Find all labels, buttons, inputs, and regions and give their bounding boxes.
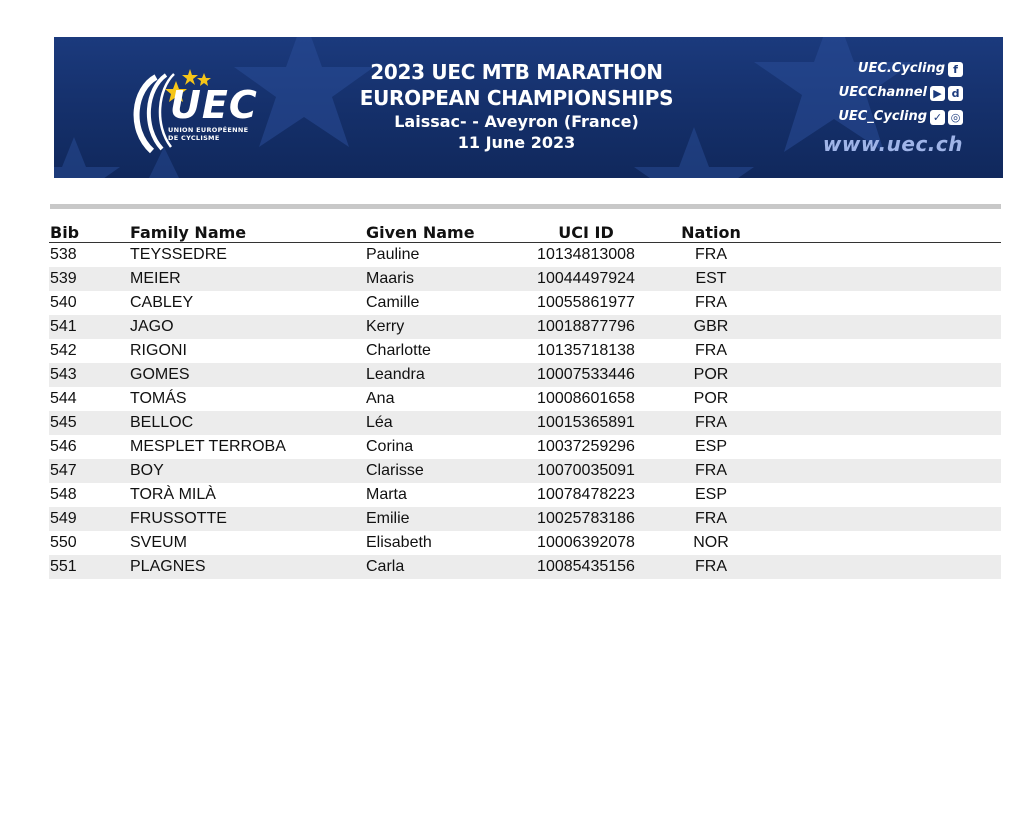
table-row [49, 483, 1001, 507]
facebook-handle[interactable]: UEC.Cycling [857, 61, 945, 76]
table-row [49, 435, 1001, 459]
cell-given-name: Leandra [366, 363, 516, 387]
table-row [49, 339, 1001, 363]
table-row [49, 315, 1001, 339]
cell-spacer [766, 531, 1001, 555]
cell-bib: 546 [50, 438, 77, 455]
table-row [49, 363, 1001, 387]
cell-bib: 549 [49, 507, 130, 531]
column-header-family-name: Family Name [130, 216, 366, 243]
cell-spacer [766, 411, 1001, 435]
cell-spacer [766, 363, 1001, 387]
start-list-table [49, 216, 1001, 579]
cell-spacer [766, 267, 1001, 291]
cell-given-name: Ana [366, 390, 395, 407]
header-divider [50, 204, 1001, 209]
cell-uci-id: 10044497924 [516, 267, 656, 291]
social-links [823, 57, 963, 157]
cell-uci-id: 10135718138 [537, 342, 635, 359]
cell-bib: 542 [50, 342, 77, 359]
cell-given-name: Léa [366, 411, 516, 435]
twitter-handle[interactable]: UEC_Cycling [838, 109, 927, 124]
cell-spacer [766, 459, 1001, 483]
table-row [49, 411, 1001, 435]
cell-nation: FRA [695, 246, 727, 263]
cell-uci-id: 10037259296 [537, 438, 635, 455]
cell-given-name: Carla [366, 555, 516, 579]
cell-uci-id: 10134813008 [537, 246, 635, 263]
table-row [49, 243, 1001, 268]
cell-family-name: TEYSSEDRE [130, 246, 227, 263]
cell-uci-id: 10078478223 [537, 486, 635, 503]
cell-family-name: MEIER [130, 267, 366, 291]
cell-bib: 544 [50, 390, 77, 407]
event-title-line2: EUROPEAN CHAMPIONSHIPS [359, 86, 674, 110]
cell-given-name: Elisabeth [366, 534, 432, 551]
cell-nation: POR [693, 390, 729, 407]
table-row [49, 387, 1001, 411]
cell-family-name: FRUSSOTTE [130, 507, 366, 531]
cell-family-name: BELLOC [130, 411, 366, 435]
logo-subtitle-2: DE CYCLISME [168, 134, 220, 142]
column-header-nation: Nation [656, 216, 766, 243]
table-row [49, 555, 1001, 579]
cell-bib: 543 [49, 363, 130, 387]
cell-uci-id: 10055861977 [537, 294, 635, 311]
table-row [49, 531, 1001, 555]
cell-nation: ESP [694, 486, 727, 503]
cell-bib: 541 [49, 315, 130, 339]
table-row [49, 507, 1001, 531]
table-row [49, 267, 1001, 291]
event-title-block [344, 59, 689, 153]
cell-given-name: Kerry [366, 315, 516, 339]
cell-nation: GBR [656, 315, 766, 339]
cell-family-name: CABLEY [130, 294, 194, 311]
cell-given-name: Camille [366, 294, 420, 311]
cell-spacer [766, 435, 1001, 459]
cell-given-name: Pauline [366, 246, 420, 263]
cell-uci-id: 10006392078 [537, 534, 635, 551]
facebook-icon: f [948, 62, 963, 77]
cell-given-name: Emilie [366, 507, 516, 531]
cell-nation: FRA [656, 555, 766, 579]
twitter-icon: ✓ [930, 110, 945, 125]
cell-bib: 540 [50, 294, 77, 311]
cell-nation: FRA [695, 342, 727, 359]
cell-bib: 551 [49, 555, 130, 579]
cell-nation: EST [656, 267, 766, 291]
event-location: Laissac- - Aveyron (France) [394, 112, 639, 131]
cell-nation: NOR [693, 534, 729, 551]
instagram-icon: ◎ [948, 110, 963, 125]
cell-nation: FRA [695, 294, 727, 311]
cell-uci-id: 10085435156 [516, 555, 656, 579]
cell-given-name: Clarisse [366, 459, 516, 483]
cell-spacer [766, 387, 1001, 411]
cell-family-name: TOMÁS [130, 390, 187, 407]
event-date: 11 June 2023 [457, 133, 576, 152]
cell-uci-id: 10018877796 [516, 315, 656, 339]
cell-nation: ESP [694, 438, 727, 455]
cell-bib: 548 [50, 486, 77, 503]
cell-family-name: SVEUM [130, 534, 187, 551]
cell-nation: FRA [656, 507, 766, 531]
cell-uci-id: 10025783186 [516, 507, 656, 531]
cell-spacer [766, 243, 1001, 268]
event-title-line1: 2023 UEC MTB MARATHON [370, 60, 663, 84]
cell-bib: 538 [50, 246, 77, 263]
cell-given-name: Marta [366, 486, 407, 503]
cell-spacer [766, 483, 1001, 507]
cell-nation: FRA [656, 411, 766, 435]
cell-bib: 545 [49, 411, 130, 435]
youtube-handle[interactable]: UECChannel [838, 85, 927, 100]
cell-spacer [766, 315, 1001, 339]
table-body [49, 243, 1001, 580]
cell-bib: 547 [49, 459, 130, 483]
cell-nation: POR [656, 363, 766, 387]
cell-nation: FRA [656, 459, 766, 483]
cell-spacer [766, 507, 1001, 531]
column-header-spacer [766, 216, 1001, 243]
cell-family-name: RIGONI [130, 342, 187, 359]
cell-family-name: TORÀ MILÀ [130, 486, 216, 503]
cell-family-name: JAGO [130, 315, 366, 339]
table-row [49, 291, 1001, 315]
cell-spacer [766, 291, 1001, 315]
cell-spacer [766, 339, 1001, 363]
table-header-row [49, 216, 1001, 243]
dailymotion-icon: d [948, 86, 963, 101]
website-link[interactable]: www.uec.ch [822, 132, 963, 156]
cell-uci-id: 10007533446 [516, 363, 656, 387]
column-header-bib: Bib [49, 216, 130, 243]
cell-uci-id: 10070035091 [516, 459, 656, 483]
cell-family-name: GOMES [130, 363, 366, 387]
youtube-icon: ▶ [930, 86, 945, 101]
cell-family-name: MESPLET TERROBA [130, 438, 286, 455]
column-header-uci-id: UCI ID [516, 216, 656, 243]
logo-subtitle: UNION EUROPÉENNE [168, 126, 249, 134]
cell-uci-id: 10008601658 [537, 390, 635, 407]
cell-bib: 539 [49, 267, 130, 291]
cell-family-name: BOY [130, 459, 366, 483]
table-row [49, 459, 1001, 483]
cell-bib: 550 [50, 534, 77, 551]
cell-uci-id: 10015365891 [516, 411, 656, 435]
cell-given-name: Corina [366, 438, 414, 455]
logo-wordmark: UEC [170, 83, 258, 127]
cell-given-name: Maaris [366, 267, 516, 291]
column-header-given-name: Given Name [366, 216, 516, 243]
header-banner [54, 37, 1003, 178]
cell-family-name: PLAGNES [130, 555, 366, 579]
cell-spacer [766, 555, 1001, 579]
cell-given-name: Charlotte [366, 342, 431, 359]
